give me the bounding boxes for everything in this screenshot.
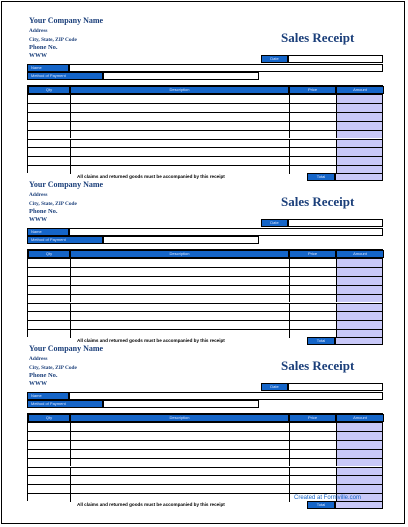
table-row [28,431,382,440]
amount-cell[interactable] [336,112,382,121]
description-cell[interactable] [70,484,289,493]
total-label: Total [307,337,335,345]
amount-cell[interactable] [336,449,382,458]
items-table [27,249,383,337]
price-cell[interactable] [289,112,336,121]
receipt-title: Sales Receipt [281,358,355,373]
description-cell[interactable] [70,329,289,338]
claims-notice: All claims and returned goods must be accompanied by this receipt [77,502,225,508]
description-cell[interactable] [70,267,289,276]
table-row [28,285,382,294]
company-website: WWW [29,53,47,59]
amount-cell[interactable] [336,475,382,484]
company-website: WWW [29,381,47,387]
price-cell[interactable] [289,130,336,139]
table-row [28,147,382,156]
qty-cell[interactable] [28,165,70,174]
qty-cell[interactable] [28,422,70,431]
price-cell[interactable] [289,267,336,276]
description-cell[interactable] [70,320,289,329]
qty-cell[interactable] [28,303,70,312]
price-cell[interactable] [289,311,336,320]
amount-cell[interactable] [336,458,382,467]
sales-receipt [27,180,383,342]
claims-notice: All claims and returned goods must be accompanied by this receipt [77,174,225,180]
company-phone: Phone No. [29,44,58,51]
qty-cell[interactable] [28,294,70,303]
total-field[interactable] [335,501,383,509]
amount-cell[interactable] [336,94,382,103]
amount-cell[interactable] [336,258,382,267]
table-row [28,449,382,458]
amount-cell[interactable] [336,311,382,320]
amount-cell[interactable] [336,285,382,294]
qty-cell[interactable] [28,475,70,484]
payment-method-field[interactable] [103,72,259,80]
date-label: Date [261,219,288,227]
sales-receipt [27,16,383,178]
items-table [27,85,383,173]
description-cell[interactable] [70,103,289,112]
company-city-state-zip: City, State, ZIP Code [29,201,77,207]
amount-cell[interactable] [336,139,382,148]
amount-cell[interactable] [336,294,382,303]
amount-cell[interactable] [336,267,382,276]
date-label: Date [261,383,288,391]
items-table [27,413,383,501]
payment-method-label: Method of Payment [27,72,103,80]
price-cell[interactable] [289,431,336,440]
qty-cell[interactable] [28,311,70,320]
company-name: Your Company Name [29,16,104,25]
amount-cell[interactable] [336,467,382,476]
table-row [28,475,382,484]
amount-header: Amount [336,414,384,422]
description-cell[interactable] [70,258,289,267]
receipt-title: Sales Receipt [281,30,355,45]
table-row [28,267,382,276]
price-cell[interactable] [289,103,336,112]
qty-cell[interactable] [28,484,70,493]
price-header: Price [289,414,336,422]
total-label: Total [307,501,335,509]
date-label: Date [261,55,288,63]
sales-receipt [27,344,383,506]
price-cell[interactable] [289,121,336,130]
qty-cell[interactable] [28,440,70,449]
table-row [28,258,382,267]
table-row [28,320,382,329]
description-cell[interactable] [70,422,289,431]
name-field[interactable] [69,64,383,72]
qty-cell[interactable] [28,449,70,458]
price-cell[interactable] [289,285,336,294]
description-header: Description [70,86,289,94]
table-row [28,121,382,130]
company-name: Your Company Name [29,180,104,189]
description-cell[interactable] [70,303,289,312]
company-name: Your Company Name [29,344,104,353]
price-cell[interactable] [289,94,336,103]
table-row [28,276,382,285]
table-row [28,303,382,312]
price-cell[interactable] [289,139,336,148]
date-field[interactable] [288,383,383,391]
amount-cell[interactable] [336,276,382,285]
amount-cell[interactable] [336,440,382,449]
price-cell[interactable] [289,440,336,449]
amount-cell[interactable] [336,422,382,431]
company-city-state-zip: City, State, ZIP Code [29,365,77,371]
price-cell[interactable] [289,320,336,329]
amount-cell[interactable] [336,103,382,112]
amount-header: Amount [336,250,384,258]
description-cell[interactable] [70,139,289,148]
price-cell[interactable] [289,422,336,431]
table-row [28,458,382,467]
qty-cell[interactable] [28,130,70,139]
description-cell[interactable] [70,130,289,139]
qty-cell[interactable] [28,329,70,338]
table-row [28,94,382,103]
payment-method-field[interactable] [103,236,259,244]
qty-cell[interactable] [28,493,70,502]
price-cell[interactable] [289,276,336,285]
description-header: Description [70,414,289,422]
qty-cell[interactable] [28,103,70,112]
company-phone: Phone No. [29,208,58,215]
company-address: Address [29,192,48,198]
qty-cell[interactable] [28,267,70,276]
table-row [28,440,382,449]
description-cell[interactable] [70,147,289,156]
qty-header: Qty [28,414,70,422]
qty-cell[interactable] [28,156,70,165]
price-cell[interactable] [289,303,336,312]
description-cell[interactable] [70,440,289,449]
qty-cell[interactable] [28,139,70,148]
amount-cell[interactable] [336,320,382,329]
price-cell[interactable] [289,475,336,484]
company-phone: Phone No. [29,372,58,379]
price-cell[interactable] [289,258,336,267]
description-header: Description [70,250,289,258]
qty-cell[interactable] [28,258,70,267]
description-cell[interactable] [70,493,289,502]
amount-header: Amount [336,86,384,94]
qty-cell[interactable] [28,112,70,121]
claims-notice: All claims and returned goods must be accompanied by this receipt [77,338,225,344]
price-cell[interactable] [289,147,336,156]
description-cell[interactable] [70,156,289,165]
price-cell[interactable] [289,467,336,476]
company-website: WWW [29,217,47,223]
name-field[interactable] [69,392,383,400]
total-label: Total [307,173,335,181]
name-field[interactable] [69,228,383,236]
description-cell[interactable] [70,294,289,303]
description-cell[interactable] [70,285,289,294]
table-row [28,103,382,112]
qty-cell[interactable] [28,458,70,467]
qty-cell[interactable] [28,94,70,103]
amount-cell[interactable] [336,121,382,130]
amount-cell[interactable] [336,156,382,165]
amount-cell[interactable] [336,484,382,493]
payment-method-label: Method of Payment [27,236,103,244]
table-row [28,156,382,165]
description-cell[interactable] [70,449,289,458]
company-address: Address [29,28,48,34]
date-field[interactable] [288,55,383,63]
price-cell[interactable] [289,156,336,165]
amount-cell[interactable] [336,431,382,440]
table-row [28,467,382,476]
table-row [28,294,382,303]
qty-header: Qty [28,250,70,258]
amount-cell[interactable] [336,130,382,139]
date-field[interactable] [288,219,383,227]
price-cell[interactable] [289,449,336,458]
description-cell[interactable] [70,311,289,320]
qty-cell[interactable] [28,121,70,130]
description-cell[interactable] [70,165,289,174]
table-row [28,130,382,139]
description-cell[interactable] [70,94,289,103]
price-cell[interactable] [289,294,336,303]
description-cell[interactable] [70,431,289,440]
company-address: Address [29,356,48,362]
company-city-state-zip: City, State, ZIP Code [29,37,77,43]
table-row [28,422,382,431]
receipt-title: Sales Receipt [281,194,355,209]
page-border [1,1,405,524]
qty-cell[interactable] [28,467,70,476]
description-cell[interactable] [70,276,289,285]
price-header: Price [289,250,336,258]
table-row [28,484,382,493]
amount-cell[interactable] [336,303,382,312]
description-cell[interactable] [70,475,289,484]
price-cell[interactable] [289,458,336,467]
description-cell[interactable] [70,112,289,121]
footer-credit[interactable]: Created at Formville.com [294,495,362,501]
description-cell[interactable] [70,467,289,476]
description-cell[interactable] [70,458,289,467]
description-cell[interactable] [70,121,289,130]
payment-method-label: Method of Payment [27,400,103,408]
amount-cell[interactable] [336,147,382,156]
name-label: Name [27,392,69,400]
table-row [28,311,382,320]
payment-method-field[interactable] [103,400,259,408]
qty-cell[interactable] [28,431,70,440]
qty-header: Qty [28,86,70,94]
table-row [28,112,382,121]
price-header: Price [289,86,336,94]
name-label: Name [27,228,69,236]
price-cell[interactable] [289,484,336,493]
name-label: Name [27,64,69,72]
qty-cell[interactable] [28,276,70,285]
qty-cell[interactable] [28,320,70,329]
table-row [28,139,382,148]
qty-cell[interactable] [28,147,70,156]
qty-cell[interactable] [28,285,70,294]
